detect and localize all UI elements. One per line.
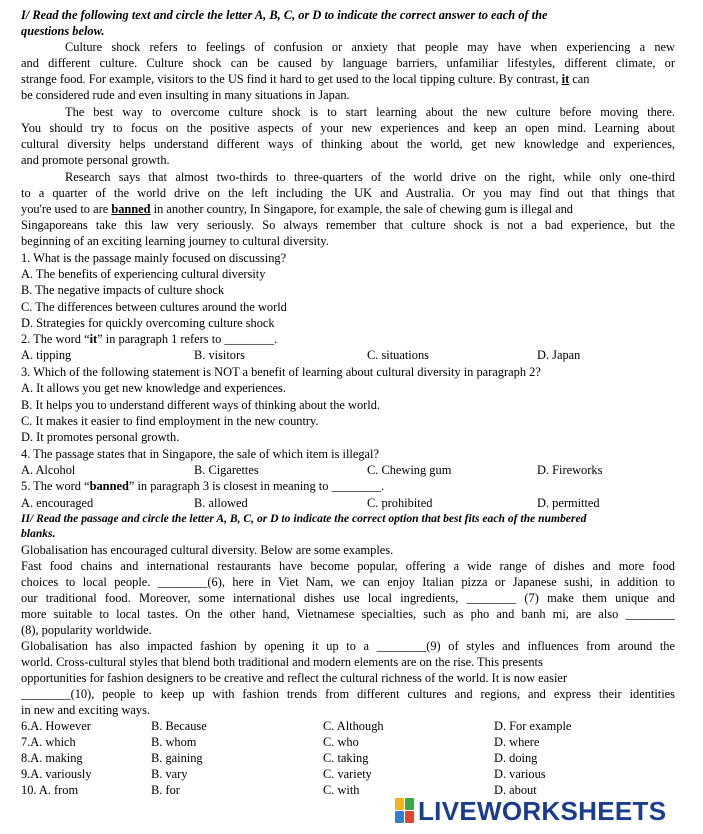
q9-option-a[interactable]: 9.A. variously [21, 767, 92, 781]
p1-line4: be considered rude and even insulting in many situations in Japan. [21, 88, 350, 102]
q4-option-d[interactable]: D. Fireworks [537, 463, 603, 477]
s2-line11: in new and exciting ways. [21, 703, 151, 717]
q10-option-d[interactable]: D. about [494, 783, 537, 797]
q6-option-b[interactable]: B. Because [151, 719, 207, 733]
q2-stem-post: ” in paragraph 1 refers to ________. [97, 332, 278, 346]
q5-stem-post: ” in paragraph 3 is closest in meaning to ________. [128, 479, 385, 493]
q5-stem-pre: 5. The word “ [21, 479, 90, 493]
q5-option-b[interactable]: B. allowed [194, 496, 248, 510]
q2-stem-pre: 2. The word “ [21, 332, 90, 346]
p1-word-it: it [561, 72, 570, 86]
q8-option-a[interactable]: 8.A. making [21, 751, 83, 765]
q6-option-d[interactable]: D. For example [494, 719, 572, 733]
liveworksheets-logo-text: LIVEWORKSHEETS [418, 796, 667, 826]
q10-option-a[interactable]: 10. A. from [21, 783, 79, 797]
q5-stem [21, 479, 675, 493]
p3-line2: to a quarter of the world drive on the left including the UK and Australia. Or you may find out that things that [21, 186, 675, 200]
q5-option-a[interactable]: A. encouraged [21, 496, 94, 510]
q2-stem [21, 332, 675, 346]
section1-heading-line1: I/ Read the following text and circle the letter A, B, C, or D to indicate the correct answer to each of the [21, 8, 548, 22]
q7-option-b[interactable]: B. whom [151, 735, 197, 749]
s2-line9: opportunities for fashion designers to be creative and reflect the cultural richness of the world. It is now easier [21, 671, 568, 685]
p3-line3 [21, 202, 675, 216]
q3-option-b[interactable]: B. It helps you to understand different ways of thinking about the world. [21, 398, 381, 412]
p1-line3 [21, 72, 675, 86]
q2-option-a[interactable]: A. tipping [21, 348, 72, 362]
q8-option-d[interactable]: D. doing [494, 751, 538, 765]
p2-line1: The best way to overcome culture shock is to start learning about the new culture before moving there. [65, 105, 675, 119]
liveworksheets-mark-icon [395, 798, 415, 824]
p3-line5: beginning of an exciting learning journey to cultural diversity. [21, 234, 329, 248]
q1-option-b[interactable]: B. The negative impacts of culture shock [21, 283, 225, 297]
p2-line3: cultural diversity helps understand different ways of thinking about the world, get new knowledge and experiences, [21, 137, 675, 151]
q2-option-d[interactable]: D. Japan [537, 348, 581, 362]
q7-option-d[interactable]: D. where [494, 735, 540, 749]
q3-option-a[interactable]: A. It allows you get new knowledge and experiences. [21, 381, 286, 395]
q4-option-c[interactable]: C. Chewing gum [367, 463, 452, 477]
s2-line6: (8), popularity worldwide. [21, 623, 152, 637]
s2-line10: ________(10), people to keep up with fashion trends from different cultures and regions, and express their identities [21, 687, 675, 701]
p1-line3-text: strange food. For example, visitors to the US find it hard to get used to the local tipping culture. By contrast, [21, 72, 562, 86]
q8-option-b[interactable]: B. gaining [151, 751, 203, 765]
q3-option-d[interactable]: D. It promotes personal growth. [21, 430, 180, 444]
q7-option-a[interactable]: 7.A. which [21, 735, 76, 749]
s2-line5: more suitable to local tastes. On the other hand, Vietnamese specialties, such as pho and banh mi, are also ________ [21, 607, 675, 621]
liveworksheets-logo [395, 797, 666, 825]
q5-option-d[interactable]: D. permitted [537, 496, 600, 510]
s2-line2: Fast food chains and international restaurants have become popular, offering a wide range of dishes and more food [21, 559, 675, 573]
q1-option-c[interactable]: C. The differences between cultures around the world [21, 300, 287, 314]
q5-stem-word: banned [89, 479, 129, 493]
q9-option-c[interactable]: C. variety [323, 767, 372, 781]
q10-option-c[interactable]: C. with [323, 783, 360, 797]
q8-option-c[interactable]: C. taking [323, 751, 369, 765]
q3-option-c[interactable]: C. It makes it easier to find employment in the new country. [21, 414, 319, 428]
section1-heading-line2: questions below. [21, 24, 105, 38]
q7-option-c[interactable]: C. who [323, 735, 359, 749]
q2-stem-word: it [89, 332, 98, 346]
q1-stem: 1. What is the passage mainly focused on discussing? [21, 251, 287, 265]
q4-option-a[interactable]: A. Alcohol [21, 463, 76, 477]
s2-line3: choices to local people. ________(6), here in Viet Nam, we can enjoy Italian pizza or Japanese sushi, in addition to [21, 575, 675, 589]
p1-line3-end: can [569, 72, 590, 86]
p2-line2: You should try to focus on the positive aspects of your new experiences and keep an open mind. Learning about [21, 121, 675, 135]
s2-line1: Globalisation has encouraged cultural diversity. Below are some examples. [21, 543, 394, 557]
p2-line4: and promote personal growth. [21, 153, 170, 167]
p3-line1: Research says that almost two-thirds to three-quarters of the world drive on the right, while only one-third [65, 170, 675, 184]
q1-option-a[interactable]: A. The benefits of experiencing cultural diversity [21, 267, 266, 281]
q4-option-b[interactable]: B. Cigarettes [194, 463, 259, 477]
q6-option-a[interactable]: 6.A. However [21, 719, 91, 733]
s2-line4: our traditional food. Moreover, some international dishes use local ingredients, ________ (7) make them unique and [21, 591, 675, 605]
q10-option-b[interactable]: B. for [151, 783, 180, 797]
section2-heading-line2: blanks. [21, 527, 56, 540]
p3-word-banned: banned [111, 202, 151, 216]
p3-line3-end: in another country, In Singapore, for example, the sale of chewing gum is illegal and [150, 202, 573, 216]
p1-line2: and different culture. Culture shock can be caused by language barriers, unfamiliar lifestyles, different climate, or [21, 56, 675, 70]
q9-option-b[interactable]: B. vary [151, 767, 188, 781]
section2-heading-line1: II/ Read the passage and circle the letter A, B, C, or D to indicate the correct option that best fits each of the numbered [21, 512, 587, 525]
q6-option-c[interactable]: C. Although [323, 719, 384, 733]
q4-stem: 4. The passage states that in Singapore, the sale of which item is illegal? [21, 447, 379, 461]
q1-option-d[interactable]: D. Strategies for quickly overcoming culture shock [21, 316, 275, 330]
s2-line8: world. Cross-cultural styles that blend both traditional and modern elements are on the rise. This presents [21, 655, 543, 669]
p1-line1: Culture shock refers to feelings of confusion or anxiety that people may have when experiencing a new [65, 40, 675, 54]
q2-option-b[interactable]: B. visitors [194, 348, 245, 362]
q3-stem: 3. Which of the following statement is NOT a benefit of learning about cultural diversity in paragraph 2? [21, 365, 541, 379]
q2-option-c[interactable]: C. situations [367, 348, 429, 362]
q5-option-c[interactable]: C. prohibited [367, 496, 433, 510]
p3-line3-text: you're used to are [21, 202, 112, 216]
s2-line7: Globalisation has also impacted fashion by opening it up to a ________(9) of styles and influences from around the [21, 639, 675, 653]
p3-line4: Singaporeans take this law very seriously. So always remember that culture shock is not a bad experience, but the [21, 218, 675, 232]
q9-option-d[interactable]: D. various [494, 767, 546, 781]
